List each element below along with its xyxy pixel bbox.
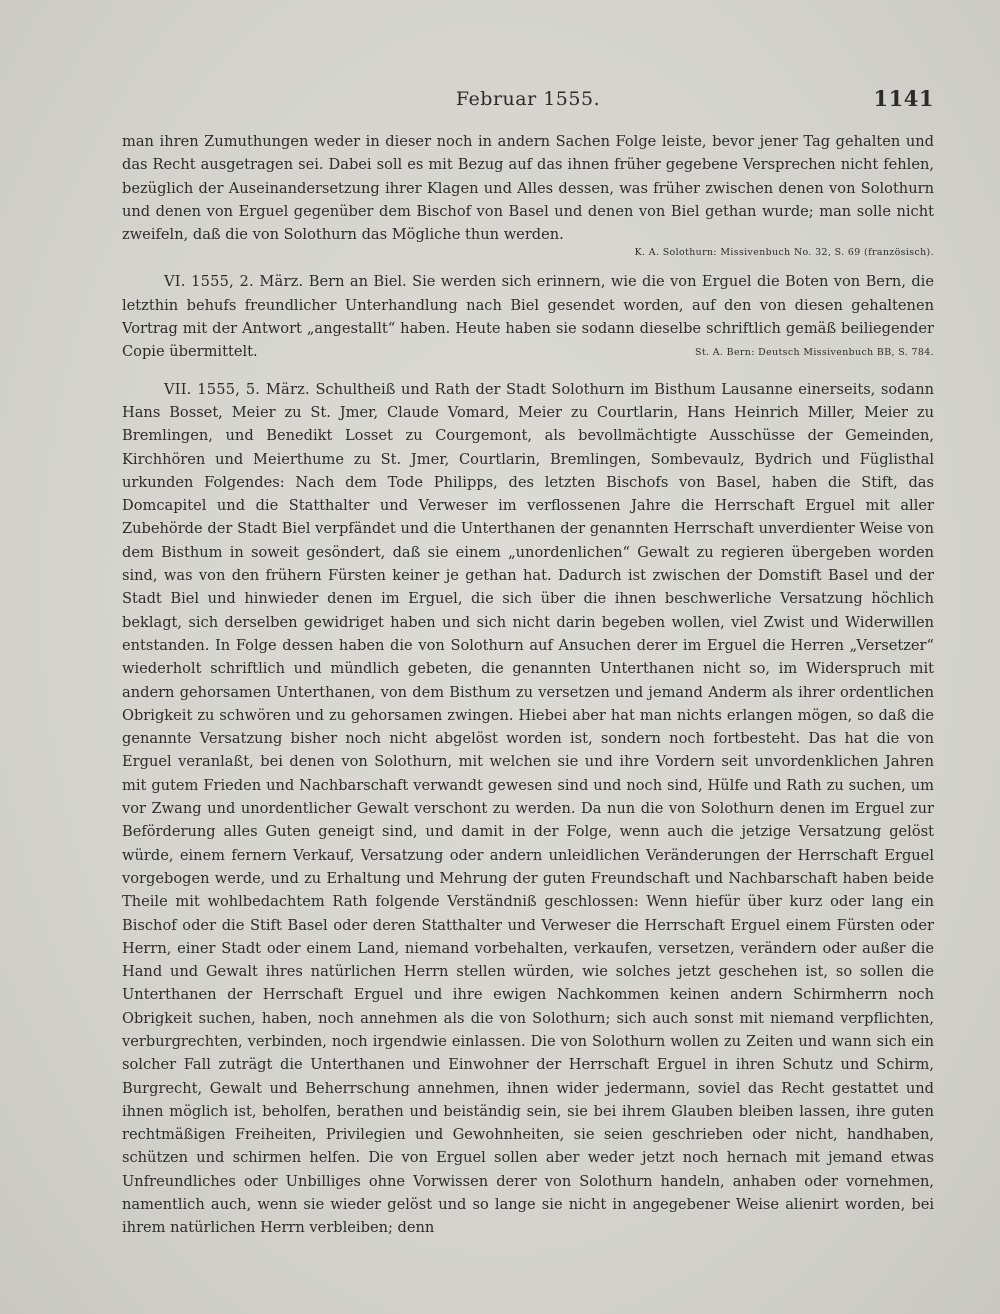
entry-text: Schultheiß und Rath der Stadt Solothurn im Bisthum Lausanne einerseits, sodann Hans Bosset, Meier zu St. Jmer, Claude Vomard, Meier zu Courtlarin, Hans Heinrich Miller, Meier zu Bremlingen, und Benedikt Losset zu Courgemont, als bevollmächtigte Ausschüsse der Gemeinden, Kirchhören und Meierthume zu St. Jmer, Courtlarin, Bremlingen, Sombevaulz, Bydrich und Füglisthal urkunden Folgendes: Nach dem Tode Philipps, des letzten Bischofs von Basel, haben die Stift, das Domcapitel und die Statthalter und Verweser im verflossenen Jahre die Herrschaft Erguel mit aller Zubehörde der Stadt Biel verpfändet und die Unterthanen der genannten Herrschaft unverdienter Weise von dem Bisthum in soweit gesöndert, daß sie einem „unordenlichen“ Gewalt zu regieren übergeben worden sind, was von den frühern Fürsten keiner je gethan hat. Dadurch ist zwischen der Domstift Basel und der Stadt Biel und hinwieder denen im Erguel, die sich über die ihnen beschwerliche Versatzung höchlich beklagt, sich derselben gewidriget haben und sich nicht darin begeben wollen, viel Zwist und Widerwillen entstanden. In Folge dessen haben die von Solothurn auf Ansuchen derer im Erguel die Herren „Versetzer“ wiederholt schriftlich und mündlich gebeten, die genannten Unterthanen nicht so, im Widerspruch mit andern gehorsamen Unterthanen, von dem Bisthum zu versetzen und jemand Anderm als ihrer ordentlichen Obrigkeit zu schwören und zu gehorsamen zwingen. Hiebei aber hat man nichts erlangen mögen, so daß die genannte Versatzung bisher noch nicht abgelöst worden ist, sondern noch fortbesteht. Das hat die von Erguel veranlaßt, bei denen von Solothurn, mit welchen sie und ihre Vordern seit unvordenklichen Jahren mit gutem Frieden und Nachbarschaft verwandt gewesen sind und noch sind, Hülfe und Rath zu suchen, um vor Zwang und unordentlicher Gewalt verschont zu werden. Da nun die von Solothurn denen im Erguel zur Beförderung alles Guten geneigt sind, und damit in der Folge, wenn auch die jetzige Versatzung gelöst würde, einem fernern Verkauf, Versatzung oder andern unleidlichen Veränderungen der Herrschaft Erguel vorgebogen werde, und zu Erhaltung und Mehrung der guten Freundschaft und Nachbarschaft haben beide Theile mit wohlbedachtem Rath folgende Verständniß geschlossen: Wenn hiefür über kurz oder lang ein Bischof oder die Stift Basel oder deren Statthalter und Verweser die Herrschaft Erguel einem Fürsten oder Herrn, einer Stadt oder einem Land, niemand vorbehalten, verkaufen, versetzen, verändern oder außer die Hand und Gewalt ihres natürlichen Herrn stellen würden, wie solches jetzt geschehen ist, so sollen die Unterthanen der Herrschaft Erguel und ihre ewigen Nachkommen keinen andern Schirmherrn noch Obrigkeit suchen, haben, noch annehmen als die von Solothurn; sich auch sonst mit niemand verpflichten, verburgrechten, verbinden, noch irgendwie einlassen. Die von Solothurn wollen zu Zeiten und wann sich ein solcher Fall zuträgt die Unterthanen und Einwohner der Herrschaft Erguel in ihren Schutz und Schirm, Burgrecht, Gewalt und Beherrschung annehmen, ihnen wider jedermann, soviel das Recht gestattet und ihnen möglich ist, beholfen, berathen und beiständig sein, sie bei ihrem Glauben bleiben lassen, ihre guten rechtmäßigen Freiheiten, Privilegien und Gewohnheiten, sie seien geschrieben oder nicht, handhaben, schützen und schirmen helfen. Die von Erguel sollen aber weder jetzt noch hernach mit jemand etwas Unfreundliches oder Unbilliges ohne Vorwissen derer von Solothurn handeln, anhaben oder vornehmen, namentlich auch, wenn sie wieder gelöst und so lange sie nicht in angegebener Weise alienirt worden, bei ihrem natürlichen Herrn verbleiben; denn: [122, 380, 935, 1237]
page-header: [122, 88, 934, 118]
entry-vii: [122, 378, 934, 1240]
page-number: 1141: [873, 86, 934, 111]
entry-heading: VI. 1555, 2. März.: [164, 273, 304, 291]
source-citation: K. A. Solothurn: Missivenbuch No. 32, S. 69 (französisch).: [634, 247, 934, 259]
source-citation: St. A. Bern: Deutsch Missivenbuch BB, S. 784.: [695, 346, 934, 358]
entry-text: Bern an Biel. Sie werden sich erinnern, wie die von Erguel die Boten von Bern, die letzthin behufs freundlicher Unterhandlung nach Biel gesendet worden, auf den von diesen gehaltenen Vortrag mit der Antwort „angestallt“ haben. Heute haben sie sodann dieselbe schriftlich gemäß beiliegender Copie übermittelt.: [122, 273, 934, 361]
entry-heading: VII. 1555, 5. März.: [164, 380, 310, 398]
page-body: [122, 130, 934, 1240]
paragraph-continuation: man ihren Zumuthungen weder in dieser noch in andern Sachen Folge leiste, bevor jener Tag gehalten und das Recht ausgetragen sei. Dabei soll es mit Bezug auf das ihnen früher gegebene Versprechen nicht fehlen, bezüglich der Auseinandersetzung ihrer Klagen und Alles dessen, was früher zwischen denen von Solothurn und denen von Erguel gegenüber dem Bischof von Basel und denen von Biel gethan wurde; man solle nicht zweifeln, daß die von Solothurn das Mögliche thun werden.: [122, 133, 934, 244]
running-title: Februar 1555.: [455, 88, 601, 110]
